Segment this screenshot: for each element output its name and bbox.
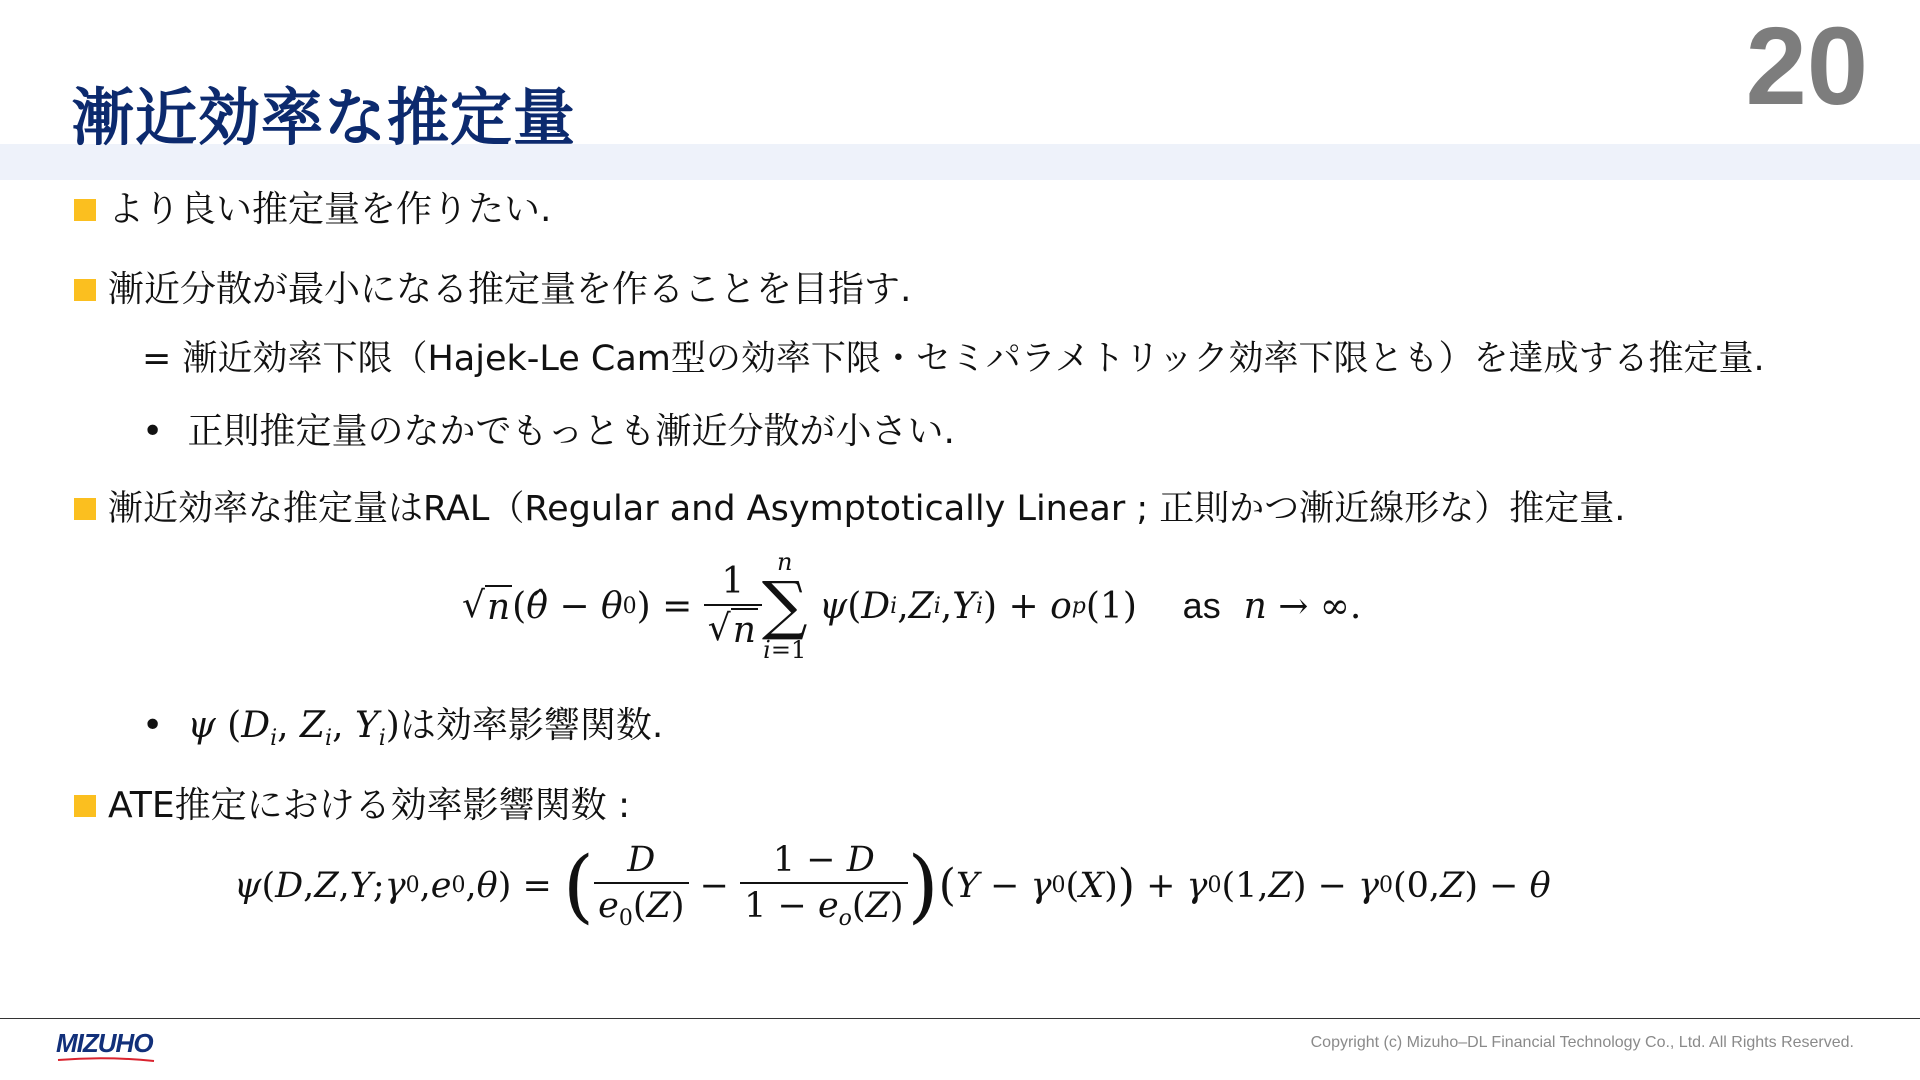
page-number: 20 [1745, 5, 1868, 128]
bullet-marker-icon [74, 279, 96, 301]
bullet-1 [74, 188, 551, 231]
psi-expression: ψ ($D_i$, $Z_i$, $Y_i$) [187, 705, 400, 752]
eq1-sum: n ∑ i=1 [761, 548, 808, 664]
copyright-text: Copyright (c) Mizuho–DL Financial Technology Co., Ltd. All Rights Reserved. [1310, 1034, 1854, 1051]
bullet-3-text: 漸近効率な推定量はRAL（Regular and Asymptotically Linear ; 正則かつ漸近線形な）推定量. [108, 489, 1626, 529]
eq2-fraction-2: $\frac{1 - D}{1 - e_o(Z)}$ [740, 840, 907, 931]
eq1-fraction: 1 √ n [704, 561, 762, 651]
dot-icon: • [142, 705, 164, 746]
mizuho-logo: MIZUHO [56, 1028, 153, 1058]
bullet-marker-icon [74, 199, 96, 221]
logo-swoosh-icon [56, 1056, 156, 1064]
bullet-2-subline [142, 338, 1765, 380]
bullet-2-subline-text: = 漸近効率下限（Hajek-Le Cam型の効率下限・セミパラメトリック効率下限とも）を達成する推定量. [142, 339, 1765, 379]
bullet-marker-icon [74, 498, 96, 520]
eq1-as: as [1182, 585, 1221, 626]
eq2-fraction-1: $\frac{D}{e_0(Z)}$ [594, 840, 688, 931]
bullet-1-text: より良い推定量を作りたい. [108, 189, 552, 230]
bullet-2 [74, 268, 911, 311]
equation-ral: √ n ( θ̂ − θ 0 ) = 1 √ n n ∑ i=1 ψ ( D i , Z i , Y i ) + o p (1) as n → ∞. [462, 548, 1362, 664]
equation-eif: ψ ( D , Z , Y ; γ 0 , e 0 , θ ) = ( $\frac{D}{e_0(Z)}$ − $\frac{1 - D}{1 - e_o(Z)}$ ) ( Y − γ 0 ( X ) ) + γ 0 (1, Z ) − γ 0 (0, Z ) − θ [234, 838, 1551, 932]
bullet-3-subbullet [142, 704, 663, 753]
bullet-3 [74, 488, 1625, 530]
slide-title: 漸近効率な推定量 [72, 81, 577, 154]
bullet-4 [74, 784, 630, 827]
bullet-4-text: ATE推定における効率影響関数 : [108, 785, 631, 826]
bullet-2-text: 漸近分散が最小になる推定量を作ることを目指す. [108, 269, 912, 310]
footer-divider [0, 1018, 1920, 1019]
bullet-marker-icon [74, 795, 96, 817]
bullet-3-subbullet-text: は効率影響関数. [399, 705, 664, 746]
eq1-sqrt: √ n [462, 584, 511, 628]
bullet-2-subbullet-text: 正則推定量のなかでもっとも漸近分散が小さい. [187, 411, 955, 452]
bullet-2-subbullet [142, 410, 955, 453]
dot-icon: • [142, 411, 164, 452]
